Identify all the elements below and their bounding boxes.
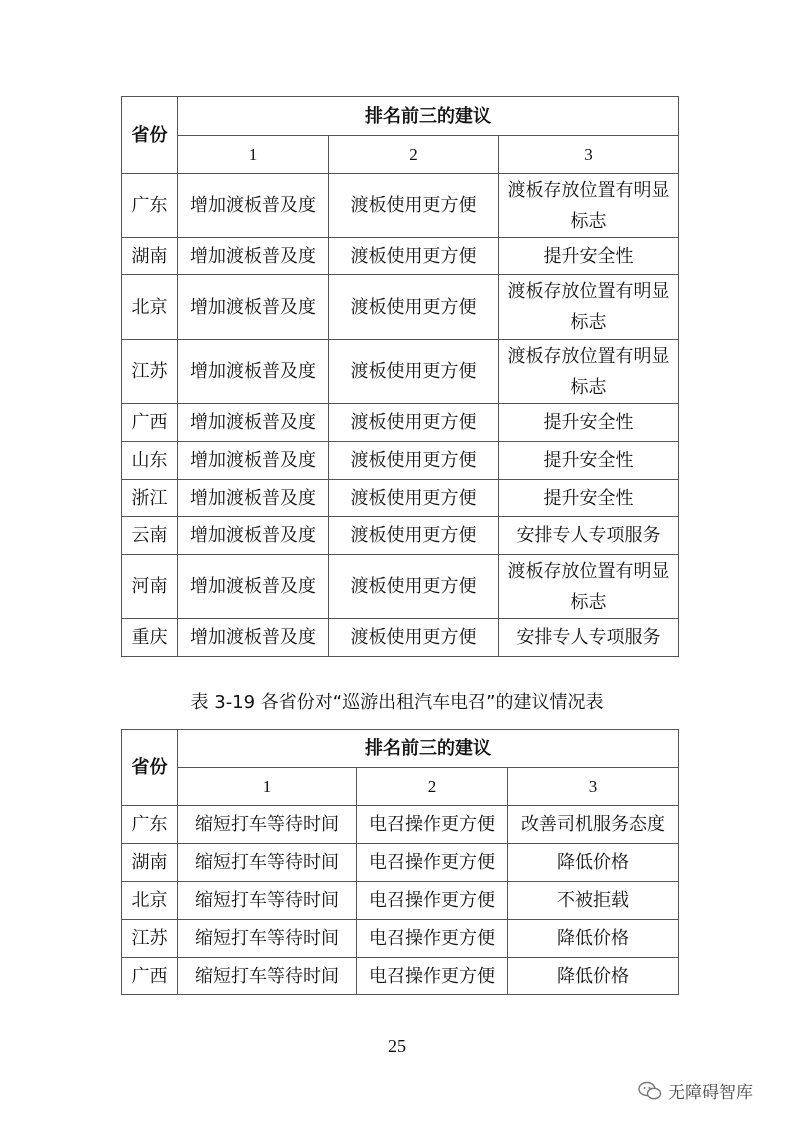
suggestion-2-cell: 渡板使用更方便 xyxy=(329,238,499,275)
suggestion-3-cell: 提升安全性 xyxy=(499,404,679,442)
table-row xyxy=(122,844,679,882)
suggestion-1-cell: 增加渡板普及度 xyxy=(178,238,329,275)
suggestion-1-cell: 增加渡板普及度 xyxy=(178,555,329,619)
table-row xyxy=(122,555,679,619)
province-cell: 重庆 xyxy=(122,619,178,657)
suggestions-table-boarding-ramp xyxy=(121,96,679,657)
table-row xyxy=(122,806,679,844)
province-cell: 湖南 xyxy=(122,844,178,882)
province-cell: 江苏 xyxy=(122,340,178,404)
suggestion-1-cell: 增加渡板普及度 xyxy=(178,275,329,340)
suggestion-1-cell: 增加渡板普及度 xyxy=(178,619,329,657)
table-row xyxy=(122,517,679,555)
province-cell: 河南 xyxy=(122,555,178,619)
table-row xyxy=(122,480,679,517)
suggestion-2-cell: 电召操作更方便 xyxy=(357,806,508,844)
suggestion-1-cell: 缩短打车等待时间 xyxy=(178,882,357,920)
suggestion-3-cell: 渡板存放位置有明显标志 xyxy=(499,555,679,619)
province-cell: 北京 xyxy=(122,275,178,340)
suggestion-1-cell: 缩短打车等待时间 xyxy=(178,844,357,882)
suggestion-2-cell: 渡板使用更方便 xyxy=(329,555,499,619)
watermark xyxy=(638,1078,753,1103)
table-row xyxy=(122,238,679,275)
group-header: 排名前三的建议 xyxy=(178,97,679,136)
province-header: 省份 xyxy=(122,730,178,806)
suggestion-3-cell: 渡板存放位置有明显标志 xyxy=(499,275,679,340)
page-number: 25 xyxy=(388,1036,406,1056)
suggestion-1-cell: 增加渡板普及度 xyxy=(178,517,329,555)
suggestion-3-cell: 安排专人专项服务 xyxy=(499,517,679,555)
suggestion-3-cell: 安排专人专项服务 xyxy=(499,619,679,657)
suggestion-2-cell: 渡板使用更方便 xyxy=(329,340,499,404)
suggestion-2-cell: 电召操作更方便 xyxy=(357,958,508,995)
suggestion-3-cell: 不被拒载 xyxy=(508,882,679,920)
suggestion-2-cell: 渡板使用更方便 xyxy=(329,517,499,555)
province-cell: 山东 xyxy=(122,442,178,480)
table-caption: 表 3-19 各省份对“巡游出租汽车电召”的建议情况表 xyxy=(190,692,604,713)
province-cell: 湖南 xyxy=(122,238,178,275)
province-cell: 广东 xyxy=(122,174,178,238)
suggestions-table-taxi-dispatch xyxy=(121,729,679,995)
province-cell: 北京 xyxy=(122,882,178,920)
suggestion-1-cell: 缩短打车等待时间 xyxy=(178,920,357,958)
province-cell: 江苏 xyxy=(122,920,178,958)
table-row xyxy=(122,619,679,657)
suggestion-1-cell: 缩短打车等待时间 xyxy=(178,806,357,844)
wechat-icon xyxy=(638,1081,662,1101)
suggestion-1-cell: 增加渡板普及度 xyxy=(178,442,329,480)
suggestion-3-cell: 提升安全性 xyxy=(499,238,679,275)
table-row xyxy=(122,920,679,958)
table-row xyxy=(122,958,679,995)
suggestion-3-cell: 渡板存放位置有明显标志 xyxy=(499,340,679,404)
province-cell: 广西 xyxy=(122,404,178,442)
province-cell: 广西 xyxy=(122,958,178,995)
rank-header: 2 xyxy=(357,768,508,806)
suggestion-2-cell: 渡板使用更方便 xyxy=(329,275,499,340)
suggestion-3-cell: 降低价格 xyxy=(508,958,679,995)
suggestion-2-cell: 渡板使用更方便 xyxy=(329,174,499,238)
province-cell: 浙江 xyxy=(122,480,178,517)
suggestion-2-cell: 电召操作更方便 xyxy=(357,844,508,882)
suggestion-3-cell: 提升安全性 xyxy=(499,480,679,517)
rank-header: 1 xyxy=(178,768,357,806)
suggestion-1-cell: 缩短打车等待时间 xyxy=(178,958,357,995)
province-cell: 广东 xyxy=(122,806,178,844)
suggestion-2-cell: 渡板使用更方便 xyxy=(329,404,499,442)
table-row xyxy=(122,404,679,442)
table-row xyxy=(122,442,679,480)
suggestion-3-cell: 降低价格 xyxy=(508,844,679,882)
rank-header: 3 xyxy=(508,768,679,806)
suggestion-1-cell: 增加渡板普及度 xyxy=(178,340,329,404)
rank-header: 2 xyxy=(329,136,499,174)
table-row xyxy=(122,174,679,238)
suggestion-2-cell: 电召操作更方便 xyxy=(357,920,508,958)
table-row xyxy=(122,882,679,920)
group-header: 排名前三的建议 xyxy=(178,730,679,768)
table-row xyxy=(122,340,679,404)
suggestion-2-cell: 电召操作更方便 xyxy=(357,882,508,920)
suggestion-3-cell: 提升安全性 xyxy=(499,442,679,480)
suggestion-3-cell: 渡板存放位置有明显标志 xyxy=(499,174,679,238)
suggestion-1-cell: 增加渡板普及度 xyxy=(178,174,329,238)
suggestion-3-cell: 改善司机服务态度 xyxy=(508,806,679,844)
suggestion-3-cell: 降低价格 xyxy=(508,920,679,958)
suggestion-2-cell: 渡板使用更方便 xyxy=(329,619,499,657)
province-cell: 云南 xyxy=(122,517,178,555)
rank-header: 1 xyxy=(178,136,329,174)
suggestion-1-cell: 增加渡板普及度 xyxy=(178,480,329,517)
table-row xyxy=(122,275,679,340)
suggestion-2-cell: 渡板使用更方便 xyxy=(329,442,499,480)
suggestion-2-cell: 渡板使用更方便 xyxy=(329,480,499,517)
suggestion-1-cell: 增加渡板普及度 xyxy=(178,404,329,442)
rank-header: 3 xyxy=(499,136,679,174)
watermark-text: 无障碍智库 xyxy=(668,1083,753,1103)
province-header: 省份 xyxy=(122,97,178,174)
